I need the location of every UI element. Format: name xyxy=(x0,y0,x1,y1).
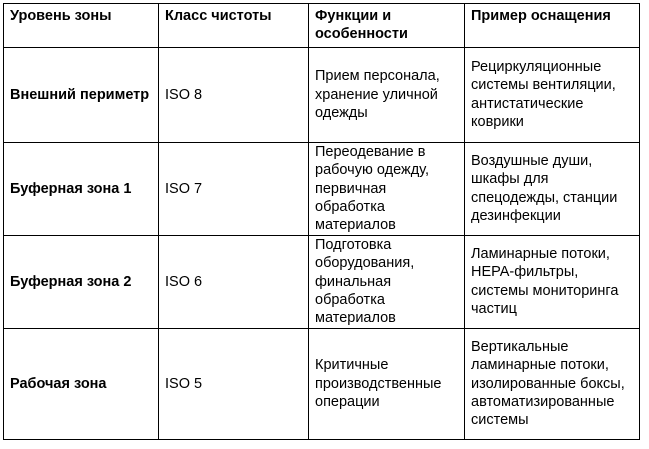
table-header xyxy=(4,4,640,48)
equipment-cell: Вертикальные ламинарные потоки, изолированные боксы, автоматизированные системы xyxy=(465,328,640,439)
functions-cell: Критичные производственные операции xyxy=(309,328,465,439)
header-equipment: Пример оснащения xyxy=(465,4,640,48)
table-row xyxy=(4,142,640,235)
table-row xyxy=(4,328,640,439)
equipment-cell: Рециркуляционные системы вентиляции, антистатические коврики xyxy=(465,47,640,142)
header-functions: Функции и особенности xyxy=(309,4,465,48)
cleanroom-zones-table xyxy=(3,3,640,440)
functions-cell: Прием персонала, хранение уличной одежды xyxy=(309,47,465,142)
functions-cell: Переодевание в рабочую одежду, первичная обработка материалов xyxy=(309,142,465,235)
zone-cell: Внешний периметр xyxy=(4,47,159,142)
class-cell: ISO 8 xyxy=(159,47,309,142)
class-cell: ISO 5 xyxy=(159,328,309,439)
class-cell: ISO 6 xyxy=(159,235,309,328)
header-zone-level: Уровень зоны xyxy=(4,4,159,48)
class-cell: ISO 7 xyxy=(159,142,309,235)
header-row xyxy=(4,4,640,48)
table-body xyxy=(4,47,640,439)
equipment-cell: Ламинарные потоки, HEPA-фильтры, системы мониторинга частиц xyxy=(465,235,640,328)
table-row xyxy=(4,47,640,142)
zone-cell: Буферная зона 1 xyxy=(4,142,159,235)
zone-cell: Буферная зона 2 xyxy=(4,235,159,328)
header-cleanliness-class: Класс чистоты xyxy=(159,4,309,48)
table-row xyxy=(4,235,640,328)
functions-cell: Подготовка оборудования, финальная обработка материалов xyxy=(309,235,465,328)
equipment-cell: Воздушные души, шкафы для спецодежды, станции дезинфекции xyxy=(465,142,640,235)
zone-cell: Рабочая зона xyxy=(4,328,159,439)
